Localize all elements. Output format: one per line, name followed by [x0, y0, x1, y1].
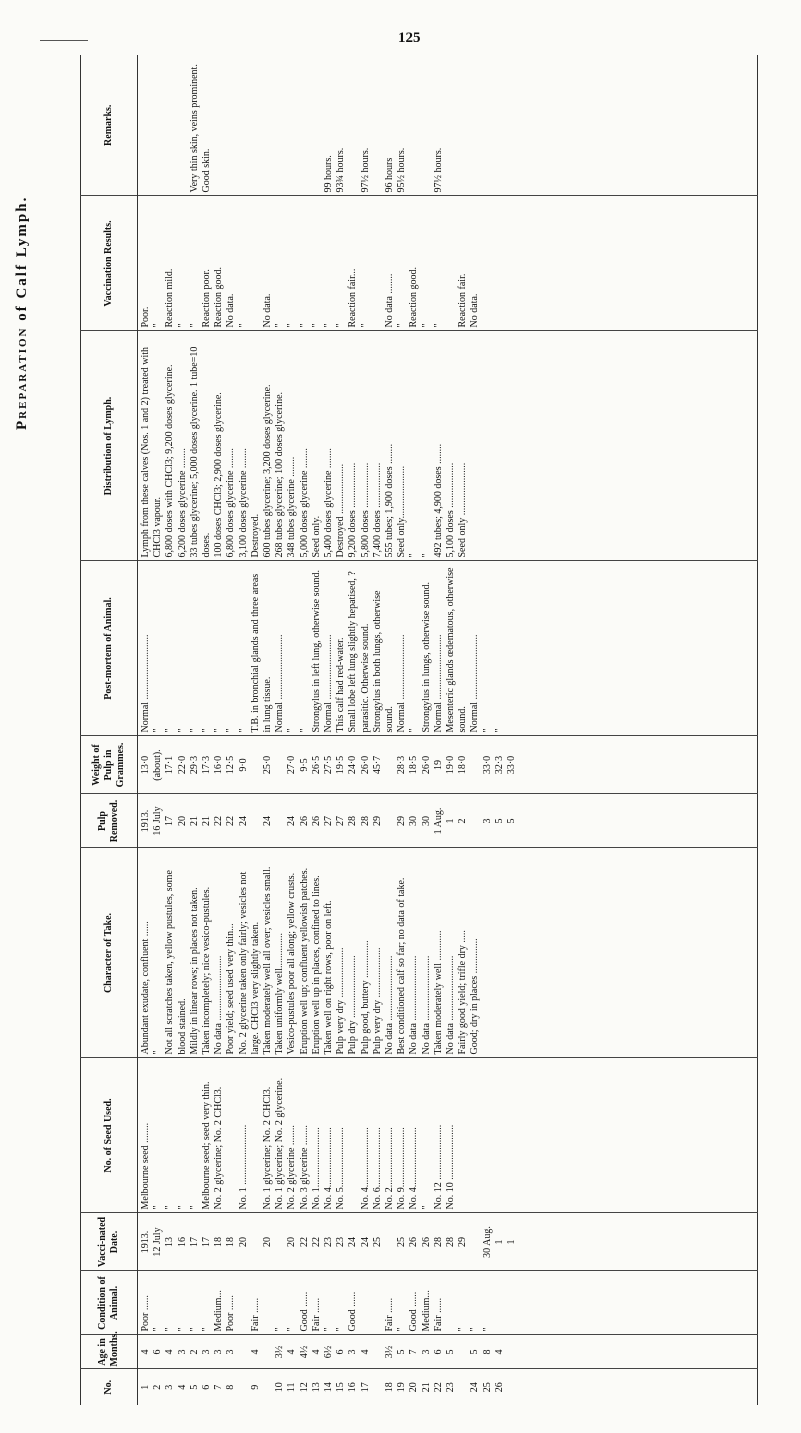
col-header-take: Character of Take.: [81, 848, 138, 1058]
col-header-vaccinated: Vacci-nated Date.: [81, 1213, 138, 1271]
cell-weight: 13·0 (about). 17·1 22·0 29·3 17·3 16·0 12·5 9·0 25·0 27·0 9·5 26·5 27·5 19·5 24·0 26·0 45·7 28·3 18·5 26·0 19 19·0 18·0 33·0 32·3 33·0: [138, 736, 758, 794]
col-header-weight: Weight of Pulp in Grammes.: [81, 736, 138, 794]
table-header-row: [81, 55, 138, 1405]
cell-age: 4 6 4 3 2 3 3 3 4 3½ 4 4½ 4 6½ 6 3 4 3½ 5 7 3 6 5 5 8 4: [138, 1335, 758, 1369]
cell-results: Poor. " Reaction mild. " " Reaction poor. Reaction good. No data. " No data. " " " " " " Reaction fair... " No data ........ " Reaction good. " " Reaction fair. No data.: [138, 196, 758, 331]
col-header-age: Age in Months.: [81, 1335, 138, 1369]
cell-vaccinated: 1913. 12 July 13 16 17 17 18 18 20 20 20 22 22 23 23 24 24 25 25 26 26 28 28 29 30 Aug. 1 1: [138, 1213, 758, 1271]
cell-postmortem: Normal .......................... " " " " " " " " T.B. in bronchial glands and three areas in lung tissue. Normal .......................... " " Strongylus in left lung, otherwise sound. Normal .......................... This calf had red-water. Small lobe left lung slightly hepatised, ? parasitic. Otherwise sound. Strongylus in both lungs, otherwise sound. Normal .......................... " Strongylus in lungs, otherwise sound. Normal .......................... Mesenteric glands œdematous, otherwise sound. Normal .......................... " ": [138, 561, 758, 736]
header-rule: [40, 40, 88, 41]
col-header-distribution: Distribution of Lymph.: [81, 331, 138, 561]
cell-no: 1 2 3 4 5 6 7 8 9 10 11 12 13 14 15 16 17 18 19 20 21 22 23 24 25 26: [138, 1369, 758, 1405]
running-title-main: Preparation: [14, 326, 30, 430]
running-title-rest: of Calf Lymph.: [14, 195, 30, 327]
col-header-condition: Condition of Animal.: [81, 1271, 138, 1335]
table-body-row: [138, 55, 758, 1405]
col-header-pulp: Pulp Removed.: [81, 794, 138, 848]
cell-condition: Poor ...... " " " " " Medium... Poor ...... Fair ...... " " Good ...... Fair ...... " " Good ...... Fair ...... " Good ...... Medium... Fair ...... " " ": [138, 1271, 758, 1335]
running-title: [14, 196, 31, 430]
rotated-table-wrapper: [80, 55, 758, 1405]
col-header-postmortem: Post-mortem of Animal.: [81, 561, 138, 736]
col-header-no: No.: [81, 1369, 138, 1405]
page-number: 125: [398, 30, 421, 46]
calf-lymph-table: [80, 55, 758, 1405]
cell-remarks: Very thin skin, veins prominent. Good skin. 99 hours. 93¾ hours. 97½ hours. 96 hours 95½ hours. 97½ hours.: [188, 64, 444, 193]
cell-pulp: 1913. 16 July 17 20 21 21 22 22 24 24 24 26 26 27 27 28 28 29 29 30 30 1 Aug. 1 2 3 5 5: [138, 794, 758, 848]
col-header-remarks: Remarks.: [81, 55, 138, 196]
cell-seed: Melbourne seed ........ " " " " Melbourne seed; seed very thin. No. 2 glycerine; No. 2 CHCl3. No. 1 ........................ No. 1 glycerine; No. 2 CHCl3. No. 1 glycerine; No. 2 glycerine. No. 2 glycerine ........ No. 3 glycerine ........ No. 1........................ No. 4........................ No. 5........................ No. 4........................ No. 6........................ No. 2........................ No. 9........................ No. 4........................ " No. 12 ...................... No. 10 ......................: [138, 1058, 758, 1213]
cell-take: Abundant exudate, confluent ...... " Not all scratches taken, yellow pustules, some blood stained. Mildly in linear rows; in places not taken. Taken incompletely; nice vesico-pustules. No data .......................... Poor yield; seed used very thin... No. 2 glycerine taken only fairly; vesicles not large. CHCl3 very slightly taken. Taken moderately well all over; vesicles small. Taken uniformly well.............. Vesico-pustules poor all along; yellow crusts. Eruption well up; confluent yellowish patches. Eruption well up in places, confined to lines. Taken well on right rows, poor on left. Pulp very dry .................... Pulp dry ......................... Pulp good, buttery ............... Pulp very dry .................... No data .......................... Best conditioned calf so far; no data of take. No data .......................... No data .......................... Taken moderately well ............ No data .......................... Fairly good yield; trifle dry ..... Good; dry in places ..............: [138, 848, 758, 1058]
cell-distribution: Lymph from these calves (Nos. 1 and 2) treated with CHCl3 vapour. 6,800 doses with CHCl3; 9,200 doses glycerine. 6,200 doses glycerine ........ 33 tubes glycerine; 5,000 doses glycerine. 1 tube=10 doses. 100 doses CHCl3; 2,900 doses glycerine. 6,800 doses glycerine ........ 3,100 doses glycerine ........ Destroyed. 600 tubes glycerine; 3,200 doses glycerine. 268 tubes glycerine; 100 doses glycerine. 348 tubes glycerine ........ 5,000 doses glycerine ........ Seed only. 5,400 doses glycerine ........ Destroyed .................... 9,200 doses .................. 5,800 doses .................. 7,400 doses .................. 555 tubes; 1,900 doses ........ Seed only..................... " " 492 tubes; 4,900 doses ........ 5,100 doses .................. Seed only .....................: [138, 331, 758, 561]
col-header-seed: No. of Seed Used.: [81, 1058, 138, 1213]
col-header-results: Vaccination Results.: [81, 196, 138, 331]
